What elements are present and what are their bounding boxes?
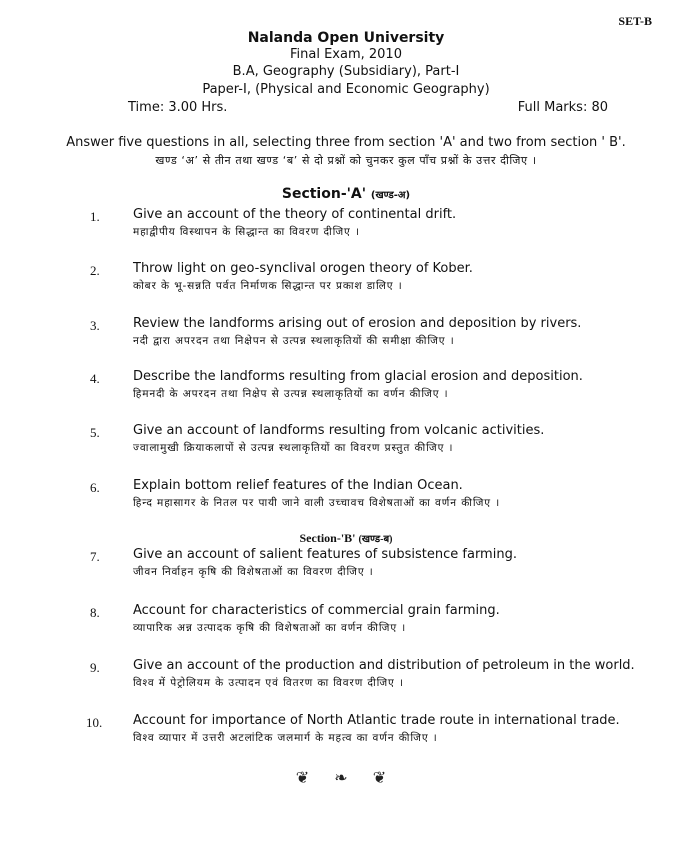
instructions-english: Answer five questions in all, selecting three from section 'A' and two from section ' B'.: [66, 135, 626, 150]
end-ornament: ❦ ❧ ❦: [295, 768, 397, 787]
section-a-hindi: (खण्ड-अ): [370, 190, 411, 201]
question-number: 10.: [86, 715, 103, 730]
question-hindi: विश्व व्यापार में उत्तरी अटलांटिक जलमार्ग के महत्व का वर्णन कीजिए ।: [133, 732, 438, 744]
set-label: SET-B: [618, 14, 652, 28]
question-english: Give an account of the theory of continental drift.: [133, 207, 457, 222]
question-number: 5.: [90, 425, 100, 440]
section-b-title: Section-'B': [299, 531, 356, 545]
instructions-hindi: खण्ड ‘अ’ से तीन तथा खण्ड ‘ब’ से दो प्रश्नों को चुनकर कुल पाँच प्रश्नों के उत्तर दीजिए ।: [155, 154, 537, 167]
paper-title: Paper-I, (Physical and Economic Geography): [202, 82, 490, 97]
question-number: 1.: [90, 209, 100, 224]
question-number: 9.: [90, 660, 100, 675]
section-b-hindi: (खण्ड-ब): [358, 534, 393, 545]
full-marks: Full Marks: 80: [517, 100, 608, 115]
question-number: 3.: [90, 318, 100, 333]
question-english: Give an account of the production and distribution of petroleum in the world.: [133, 658, 635, 673]
question-hindi: विश्व में पेट्रोलियम के उत्पादन एवं वितरण का विवरण दीजिए ।: [133, 677, 404, 689]
course-title: B.A, Geography (Subsidiary), Part-I: [232, 64, 460, 79]
question-english: Give an account of salient features of subsistence farming.: [133, 547, 517, 562]
question-number: 4.: [90, 371, 100, 386]
question-english: Explain bottom relief features of the Indian Ocean.: [133, 478, 463, 493]
university-title: Nalanda Open University: [247, 30, 445, 46]
question-hindi: कोबर के भू-सन्नति पर्वत निर्माणक सिद्धान्त पर प्रकाश डालिए ।: [133, 280, 403, 292]
question-number: 2.: [90, 263, 100, 278]
question-english: Throw light on geo-synclival orogen theory of Kober.: [133, 261, 473, 276]
question-hindi: हिमनदी के अपरदन तथा निक्षेप से उत्पन्न स्थलाकृतियों का वर्णन कीजिए ।: [133, 388, 449, 400]
question-number: 8.: [90, 605, 100, 620]
question-english: Account for importance of North Atlantic trade route in international trade.: [133, 713, 620, 728]
question-hindi: महाद्वीपीय विस्थापन के सिद्धान्त का विवरण दीजिए ।: [133, 226, 360, 238]
question-hindi: जीवन निर्वाहन कृषि की विशेषताओं का विवरण दीजिए ।: [133, 566, 374, 578]
question-english: Give an account of landforms resulting from volcanic activities.: [133, 423, 545, 438]
section-b-heading: [0, 531, 692, 546]
question-hindi: व्यापारिक अन्न उत्पादक कृषि की विशेषताओं का वर्णन कीजिए ।: [133, 622, 407, 634]
section-a-title: Section-'A': [281, 186, 367, 202]
question-number: 6.: [90, 480, 100, 495]
question-english: Review the landforms arising out of erosion and deposition by rivers.: [133, 316, 582, 331]
section-a-heading: [0, 186, 692, 202]
question-hindi: नदी द्वारा अपरदन तथा निक्षेपन से उत्पन्न स्थलाकृतियों की समीक्षा कीजिए ।: [133, 335, 455, 347]
question-hindi: हिन्द महासागर के नितल पर पायी जाने वाली उच्चावच विशेषताओं का वर्णन कीजिए ।: [133, 497, 501, 509]
exam-title: Final Exam, 2010: [290, 47, 402, 62]
question-english: Account for characteristics of commercial grain farming.: [133, 603, 500, 618]
question-number: 7.: [90, 549, 100, 564]
time-allowed: Time: 3.00 Hrs.: [128, 100, 228, 115]
question-english: Describe the landforms resulting from glacial erosion and deposition.: [133, 369, 583, 384]
question-hindi: ज्वालामुखी क्रियाकलापों से उत्पन्न स्थलाकृतियों का विवरण प्रस्तुत कीजिए ।: [133, 442, 454, 454]
